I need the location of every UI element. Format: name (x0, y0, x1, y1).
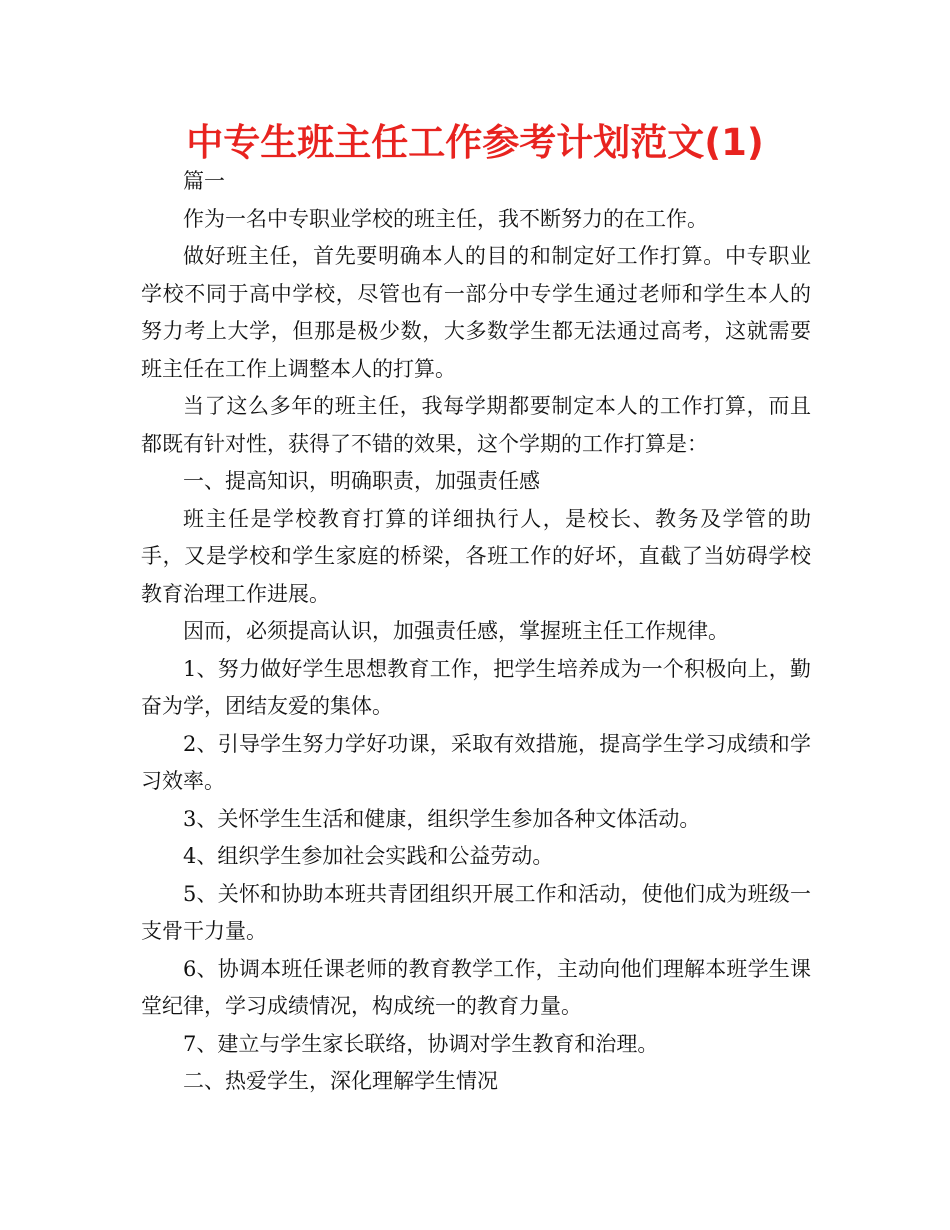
paragraph: 当了这么多年的班主任，我每学期都要制定本人的工作打算，而且都既有针对性，获得了不错的效果，这个学期的工作打算是： (141, 394, 811, 456)
list-item: 2、引导学生努力学好功课，采取有效措施，提高学生学习成绩和学习效率。 (141, 731, 811, 793)
paragraph: 班主任是学校教育打算的详细执行人，是校长、教务及学管的助手，又是学校和学生家庭的桥梁，各班工作的好坏，直截了当妨碍学校教育治理工作进展。 (141, 506, 811, 606)
list-item: 5、关怀和协助本班共青团组织开展工作和活动，使他们成为班级一支骨干力量。 (141, 881, 811, 943)
list-item: 1、努力做好学生思想教育工作，把学生培养成为一个积极向上，勤奋为学，团结友爱的集体。 (141, 656, 811, 718)
paragraph: 作为一名中专职业学校的班主任，我不断努力的在工作。 (183, 206, 708, 231)
section-heading: 一、提高知识，明确职责，加强责任感 (183, 469, 540, 493)
list-item: 6、协调本班任课老师的教育教学工作，主动向他们理解本班学生课堂纪律，学习成绩情况，构成统一的教育力量。 (141, 956, 811, 1018)
paragraph: 做好班主任，首先要明确本人的目的和制定好工作打算。中专职业学校不同于高中学校，尽管也有一部分中专学生通过老师和学生本人的努力考上大学，但那是极少数，大多数学生都无法通过高考，这就需要班主任在工作上调整本人的打算。 (141, 244, 811, 381)
list-item: 3、关怀学生生活和健康，组织学生参加各种文体活动。 (183, 806, 701, 831)
paragraph-section-label: 篇一 (183, 169, 225, 193)
section-heading: 二、热爱学生，深化理解学生情况 (183, 1069, 498, 1093)
list-item: 7、建立与学生家长联络，协调对学生教育和治理。 (183, 1031, 659, 1056)
paragraph: 因而，必须提高认识，加强责任感，掌握班主任工作规律。 (183, 619, 729, 643)
list-item: 4、组织学生参加社会实践和公益劳动。 (183, 844, 554, 868)
document-body (141, 163, 811, 1101)
document-title: 中专生班主任工作参考计划范文(1) (186, 121, 764, 164)
